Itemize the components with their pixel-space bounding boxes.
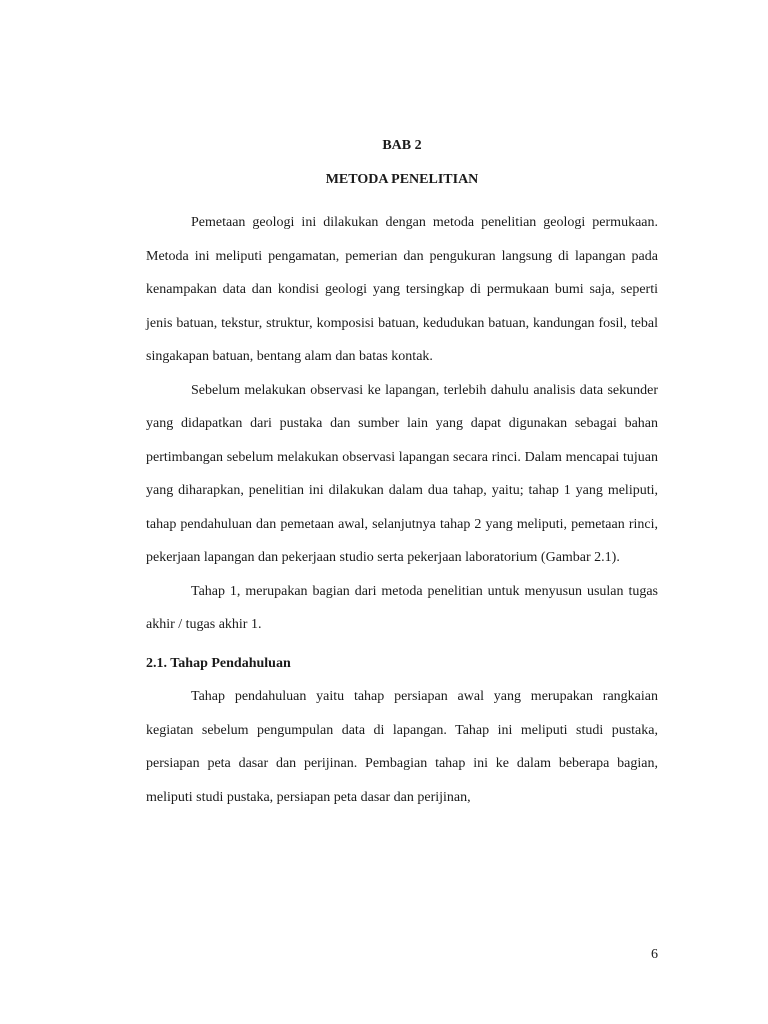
paragraph-method-intro: Pemetaan geologi ini dilakukan dengan metoda penelitian geologi permukaan. Metoda ini meliputi pengamatan, pemerian dan pengukuran langsung di lapangan pada kenampakan data dan kondisi geologi yang tersingkap di permukaan bumi saja, seperti jenis batuan, tekstur, struktur, komposisi batuan, kedudukan batuan, kandungan fosil, tebal singakapan batuan, bentang alam dan batas kontak. (146, 215, 658, 364)
paragraph-preliminary-stage: Tahap pendahuluan yaitu tahap persiapan awal yang merupakan rangkaian kegiatan sebelum pengumpulan data di lapangan. Tahap ini meliputi studi pustaka, persiapan peta dasar dan perijinan. Pembagian tahap ini ke dalam beberapa bagian, meliputi studi pustaka, persiapan peta dasar dan perijinan, (146, 689, 658, 805)
paragraph-method-stages: Sebelum melakukan observasi ke lapangan, terlebih dahulu analisis data sekunder yang didapatkan dari pustaka dan sumber lain yang dapat digunakan sebagai bahan pertimbangan sebelum melakukan observasi lapangan secara rinci. Dalam mencapai tujuan yang diharapkan, penelitian ini dilakukan dalam dua tahap, yaitu; tahap 1 yang meliputi, tahap pendahuluan dan pemetaan awal, selanjutnya tahap 2 yang meliputi, pemetaan rinci, pekerjaan lapangan dan pekerjaan studio serta pekerjaan laboratorium (Gambar 2.1). (146, 382, 658, 565)
paragraph-stage-one: Tahap 1, merupakan bagian dari metoda penelitian untuk menyusun usulan tugas akhir / tugas akhir 1. (146, 583, 658, 632)
section-heading: 2.1. Tahap Pendahuluan (146, 655, 291, 671)
page-number: 6 (651, 947, 658, 962)
chapter-number: BAB 2 (382, 138, 422, 153)
chapter-title: METODA PENELITIAN (325, 172, 479, 187)
chapter-body (146, 206, 658, 814)
